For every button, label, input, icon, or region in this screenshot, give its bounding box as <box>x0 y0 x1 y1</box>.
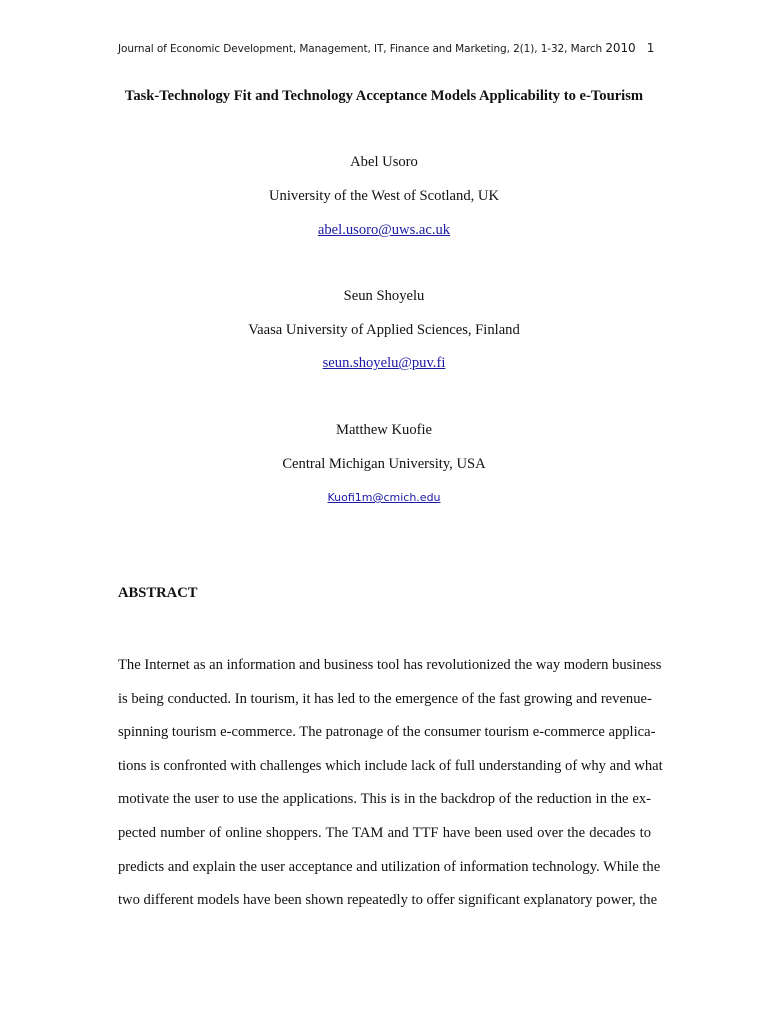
author-name: Abel Usoro <box>350 154 418 170</box>
author-email-link[interactable]: seun.shoyelu@puv.fi <box>322 355 446 371</box>
abstract-line: motivate the user to use the applications. This is in the backdrop of the reduction in the ex- <box>118 791 651 808</box>
abstract-line: predicts and explain the user acceptance and utilization of information technology. While the <box>118 858 661 875</box>
author-email-link[interactable]: abel.usoro@uws.ac.uk <box>317 222 451 238</box>
abstract-line: tions is confronted with challenges which include lack of full understanding of why and what <box>118 757 663 774</box>
author-affiliation: Vaasa University of Applied Sciences, Finland <box>248 322 520 338</box>
running-header <box>118 41 654 55</box>
abstract-line: pected number of online shoppers. The TAM and TTF have been used over the decades to <box>118 824 651 841</box>
paper-title: Task-Technology Fit and Technology Acceptance Models Applicability to e-Tourism <box>124 88 644 104</box>
abstract-heading: ABSTRACT <box>118 585 198 601</box>
author-name: Seun Shoyelu <box>343 288 425 304</box>
author-affiliation: University of the West of Scotland, UK <box>269 188 499 204</box>
abstract-line: spinning tourism e-commerce. The patronage of the consumer tourism e-commerce applica- <box>118 724 656 741</box>
author-email-link[interactable]: Kuofi1m@cmich.edu <box>327 491 441 504</box>
abstract-line: is being conducted. In tourism, it has led to the emergence of the fast growing and revenue- <box>118 690 652 707</box>
abstract-line: two different models have been shown repeatedly to offer significant explanatory power, the <box>118 892 658 909</box>
author-affiliation: Central Michigan University, USA <box>282 456 486 472</box>
journal-citation: Journal of Economic Development, Management, IT, Finance and Marketing, 2(1), 1-32, March <box>118 43 603 55</box>
abstract-body <box>118 649 663 918</box>
publication-year: 2010 <box>605 41 636 55</box>
author-name: Matthew Kuofie <box>335 422 433 438</box>
abstract-line: The Internet as an information and business tool has revolutionized the way modern business <box>118 657 662 673</box>
page-number: 1 <box>646 41 655 55</box>
